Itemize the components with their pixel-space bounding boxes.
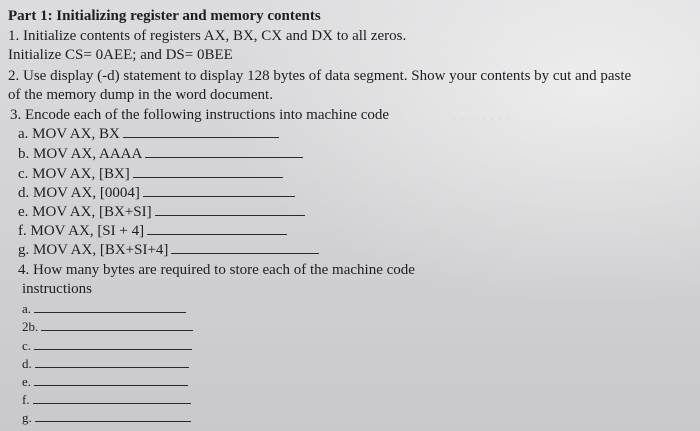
answer-line-c[interactable] [133, 177, 283, 178]
instruction-e-label: e. MOV AX, [BX+SI] [18, 204, 152, 220]
instruction-g [18, 241, 319, 259]
byte-count-line-d[interactable] [35, 367, 189, 368]
answer-row-c [22, 337, 192, 355]
answer-row-d [22, 355, 189, 373]
item1-text: 1. Initialize contents of registers AX, BX, CX and DX to all zeros. [8, 28, 407, 44]
instruction-c-label: c. MOV AX, [BX] [18, 166, 130, 182]
answer-label-a: a. [22, 301, 32, 316]
answer-row-f [22, 391, 191, 409]
answer-label-d: d. [22, 356, 32, 371]
byte-count-line-b[interactable] [41, 330, 193, 331]
byte-count-line-f[interactable] [33, 403, 191, 404]
bleed-through-text: · · · · · · · · [452, 112, 510, 127]
answer-line-b[interactable] [145, 157, 303, 158]
answer-label-e: e. [22, 374, 32, 389]
answer-row-a [22, 300, 186, 318]
instruction-g-label: g. MOV AX, [BX+SI+4] [18, 242, 169, 258]
instruction-f [18, 222, 287, 240]
instruction-f-label: f. MOV AX, [SI + 4] [18, 223, 145, 239]
item4-text-line2: instructions [22, 281, 92, 297]
answer-line-d[interactable] [143, 196, 295, 197]
byte-count-line-e[interactable] [34, 385, 188, 386]
answer-line-g[interactable] [171, 253, 319, 254]
answer-label-g: g. [22, 410, 32, 425]
instruction-c [18, 165, 283, 183]
item2-text-line2: of the memory dump in the word document. [8, 87, 273, 103]
answer-row-b [22, 318, 193, 336]
instruction-b [18, 145, 303, 163]
init-segments-text: Initialize CS= 0AEE; and DS= 0BEE [8, 47, 233, 63]
instruction-d-label: d. MOV AX, [0004] [18, 185, 140, 201]
answer-label-c: c. [22, 338, 32, 353]
instruction-b-label: b. MOV AX, AAAA [18, 146, 143, 162]
answer-row-g [22, 409, 191, 427]
instruction-a-label: a. MOV AX, BX [18, 126, 120, 142]
item2-text-line1: 2. Use display (-d) statement to display 128 bytes of data segment. Show your contents by cut and paste [8, 68, 632, 84]
answer-line-e[interactable] [155, 215, 305, 216]
answer-line-f[interactable] [147, 234, 287, 235]
item3-text: 3. Encode each of the following instructions into machine code [10, 107, 390, 123]
answer-label-b: 2b. [22, 319, 39, 334]
part1-title: Part 1: Initializing register and memory contents [8, 8, 321, 24]
answer-label-f: f. [22, 392, 30, 407]
instruction-a [18, 125, 279, 143]
byte-count-line-c[interactable] [34, 349, 192, 350]
instruction-d [18, 184, 295, 202]
answer-line-a[interactable] [123, 137, 279, 138]
byte-count-line-a[interactable] [34, 312, 186, 313]
item4-text-line1: 4. How many bytes are required to store each of the machine code [18, 262, 415, 278]
answer-row-e [22, 373, 188, 391]
instruction-e [18, 203, 305, 221]
byte-count-line-g[interactable] [35, 421, 191, 422]
